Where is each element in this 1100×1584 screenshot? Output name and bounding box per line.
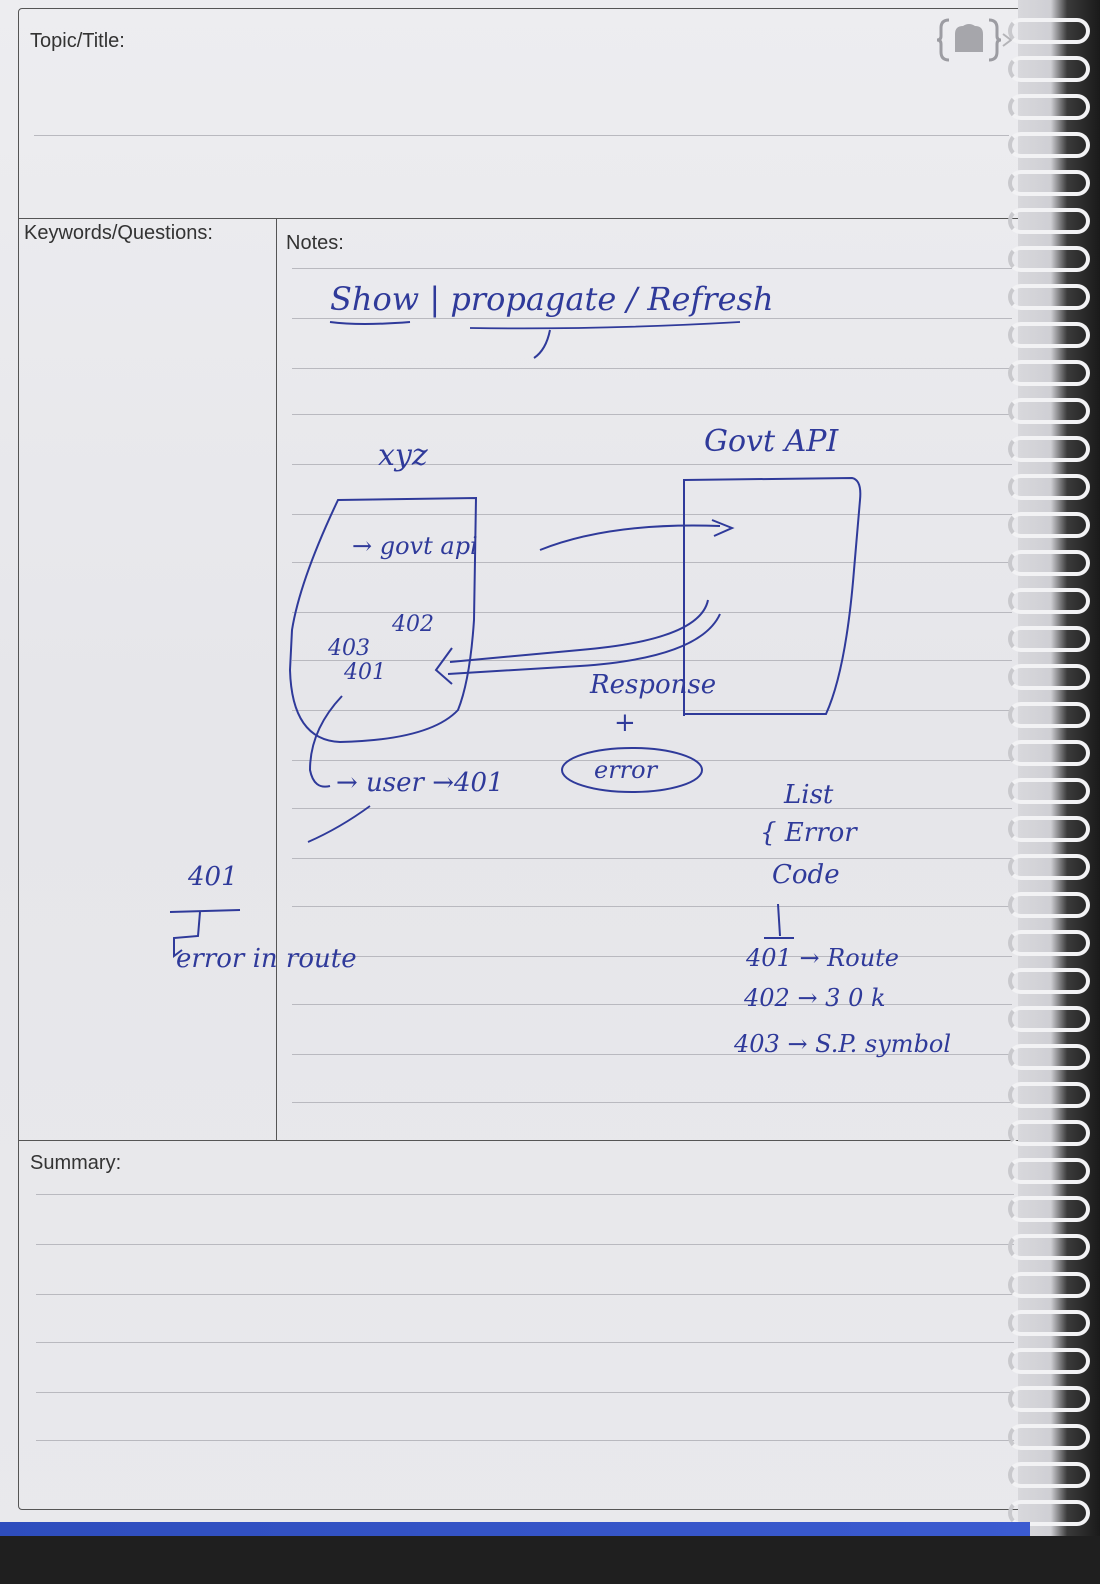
- summary-label: Summary:: [30, 1152, 122, 1174]
- notebook-cover-edge: [0, 1522, 1030, 1536]
- error-label: error: [594, 756, 658, 784]
- list-label: List: [784, 780, 834, 810]
- keywords-questions-label: Keywords/Questions:: [24, 222, 213, 244]
- code-401-label: 401: [344, 660, 386, 685]
- code-403-label: 403: [328, 636, 370, 661]
- mapping-402: 402 → 3 0 k: [744, 984, 886, 1012]
- keywords-notes-divider: [276, 218, 277, 1140]
- list-down-arrow: [760, 900, 800, 946]
- heading-underline: [320, 300, 800, 370]
- error-in-route-note: error in route: [176, 944, 357, 974]
- govt-api-box-title: Govt API: [704, 424, 839, 459]
- notes-label: Notes:: [286, 232, 344, 254]
- summary-section-divider: [18, 1140, 1023, 1141]
- topic-title-label: Topic/Title:: [30, 30, 125, 52]
- brain-bracket-logo-icon: [935, 14, 1015, 66]
- keyword-code-401: 401: [188, 862, 238, 892]
- topic-writing-line: [34, 135, 1009, 136]
- govt-api-call-label: → govt api: [352, 532, 478, 560]
- mapping-401: 401 → Route: [746, 944, 899, 972]
- error-brace-label: { Error: [760, 818, 857, 848]
- user-401-label: → user →401: [336, 768, 504, 798]
- code-label: Code: [772, 860, 840, 890]
- xyz-box-title: xyz: [378, 438, 428, 473]
- response-label: Response: [590, 670, 717, 700]
- notes-heading: Show | propagate / Refresh: [330, 280, 774, 318]
- topic-section-divider: [18, 218, 1023, 219]
- plus-sign: +: [614, 708, 636, 738]
- desk-surface: [0, 1536, 1100, 1584]
- mapping-403: 403 → S.P. symbol: [734, 1030, 952, 1058]
- code-402-label: 402: [392, 612, 434, 637]
